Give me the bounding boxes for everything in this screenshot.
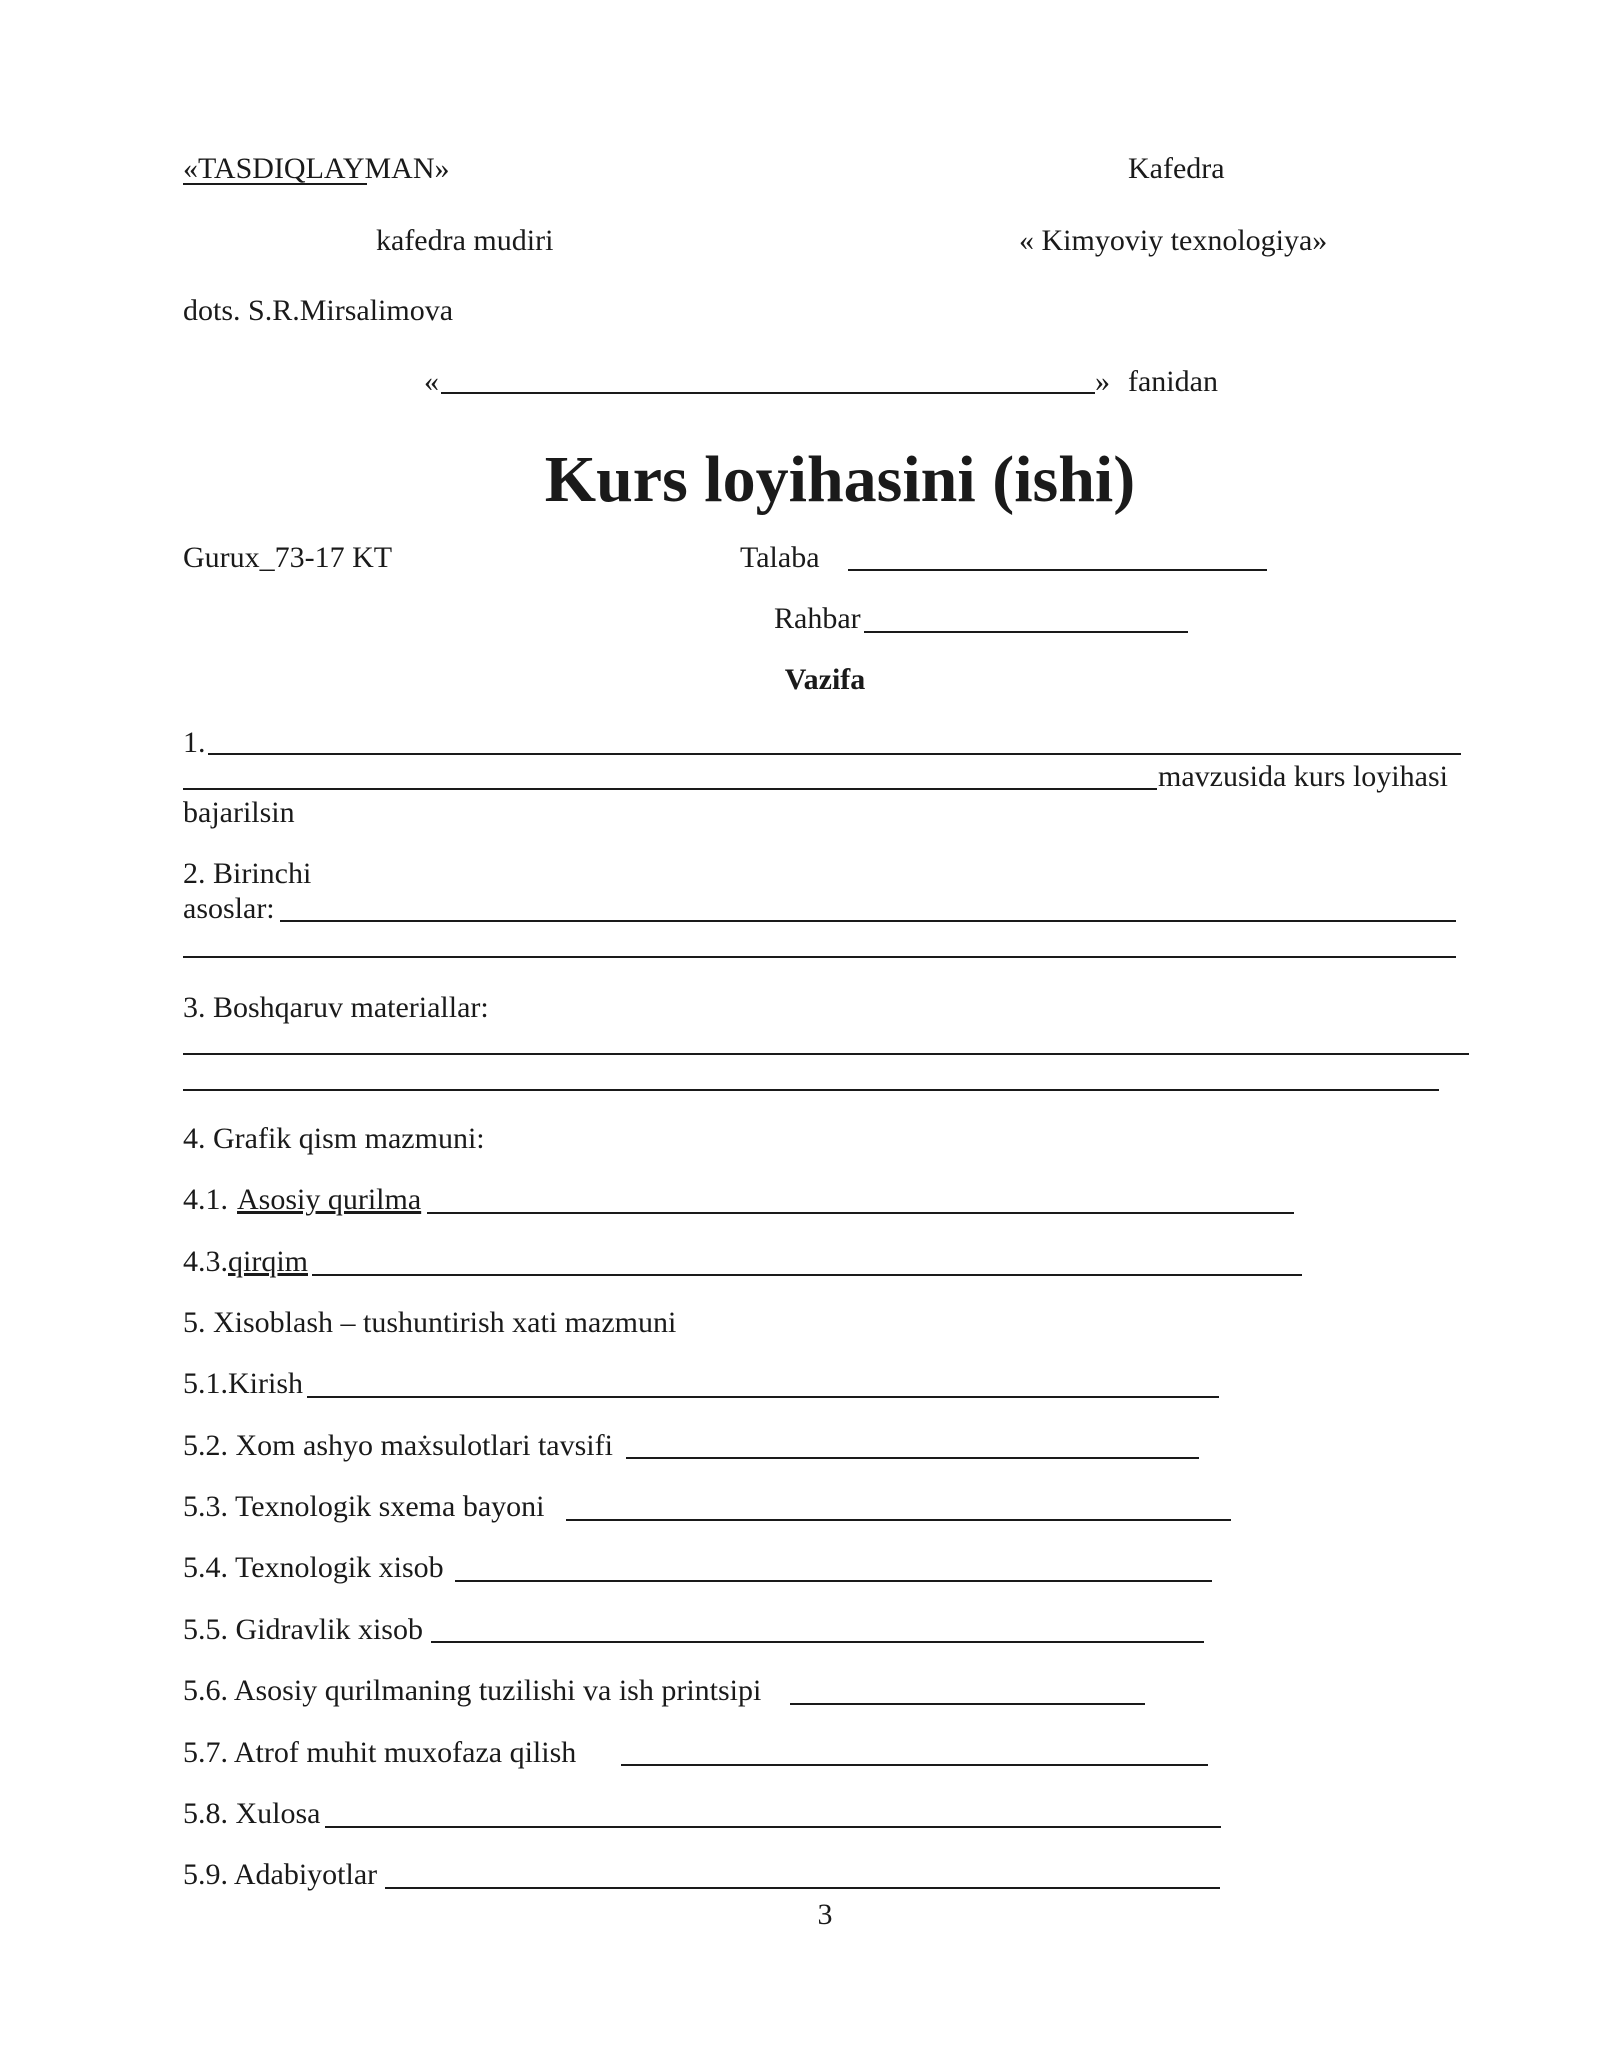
item52-blank — [626, 1457, 1199, 1459]
department-label: Kafedra — [1128, 152, 1225, 185]
item56-label: 5.6. Asosiy qurilmaning tuzilishi va ish printsipi — [183, 1674, 762, 1707]
item53-label: 5.3. Texnologik sxema bayoni — [183, 1490, 545, 1523]
item2-line2: asoslar: — [183, 892, 275, 925]
item41-blank — [427, 1212, 1294, 1214]
item51-label: 5.1.Kirish — [183, 1367, 303, 1400]
student-blank — [848, 569, 1267, 571]
item57-label: 5.7. Atrof muhit muxofaza qilish — [183, 1736, 577, 1769]
task-heading: Vazifa — [784, 663, 866, 696]
group-label: Gurux_73-17 KT — [183, 541, 393, 574]
item58-label: 5.8. Xulosa — [183, 1797, 321, 1830]
subject-suffix: fanidan — [1128, 365, 1218, 398]
item57-blank — [621, 1764, 1208, 1766]
item1-continuation: bajarilsin — [183, 796, 295, 829]
item3-label: 3. Boshqaruv materiallar: — [183, 991, 489, 1024]
item2-blank-1 — [280, 920, 1456, 922]
item2-line1: 2. Birinchi — [183, 857, 312, 890]
item2-blank-2 — [183, 956, 1456, 958]
item43-number: 4.3. — [183, 1245, 228, 1278]
item1-blank-2 — [183, 788, 1157, 790]
item43-blank — [312, 1274, 1302, 1276]
document-title: Kurs loyihasini (ishi) — [544, 443, 1136, 516]
item41-text: Asosiy qurilma — [237, 1183, 422, 1216]
item55-blank — [431, 1641, 1204, 1643]
item58-blank — [325, 1826, 1221, 1828]
supervisor-blank — [864, 631, 1188, 633]
signature-blank — [183, 183, 367, 185]
supervisor-label: Rahbar — [774, 602, 861, 635]
item1-suffix: mavzusida kurs loyihasi — [1158, 760, 1448, 793]
item3-blank-1 — [183, 1053, 1469, 1055]
item3-blank-2 — [183, 1089, 1439, 1091]
student-label: Talaba — [740, 541, 820, 574]
page-number: 3 — [817, 1898, 833, 1931]
head-name: dots. S.R.Mirsalimova — [183, 294, 454, 327]
item1-number: 1. — [183, 726, 206, 759]
subject-open-quote: « — [424, 365, 439, 398]
item56-blank — [790, 1703, 1145, 1705]
item5-label: 5. Xisoblash – tushuntirish xati mazmuni — [183, 1306, 677, 1339]
item54-blank — [455, 1580, 1212, 1582]
item52-label: 5.2. Xom ashyo maẋsulotlari tavsifi — [183, 1429, 613, 1462]
item54-label: 5.4. Texnologik xisob — [183, 1551, 444, 1584]
item53-blank — [566, 1519, 1231, 1521]
item55-label: 5.5. Gidravlik xisob — [183, 1613, 423, 1646]
item4-label: 4. Grafik qism mazmuni: — [183, 1122, 485, 1155]
item1-blank-1 — [208, 753, 1461, 755]
approve-label: «TASDIQLAYMAN» — [183, 152, 450, 185]
item41-number: 4.1. — [183, 1183, 228, 1216]
item43-text: qirqim — [228, 1245, 308, 1278]
item59-blank — [385, 1887, 1220, 1889]
subject-close-quote: » — [1095, 365, 1110, 398]
subject-blank — [441, 392, 1095, 394]
head-title: kafedra mudiri — [376, 224, 554, 257]
department-name: « Kimyoviy texnologiya» — [1019, 224, 1328, 257]
item51-blank — [307, 1396, 1219, 1398]
item59-label: 5.9. Adabiyotlar — [183, 1858, 378, 1891]
